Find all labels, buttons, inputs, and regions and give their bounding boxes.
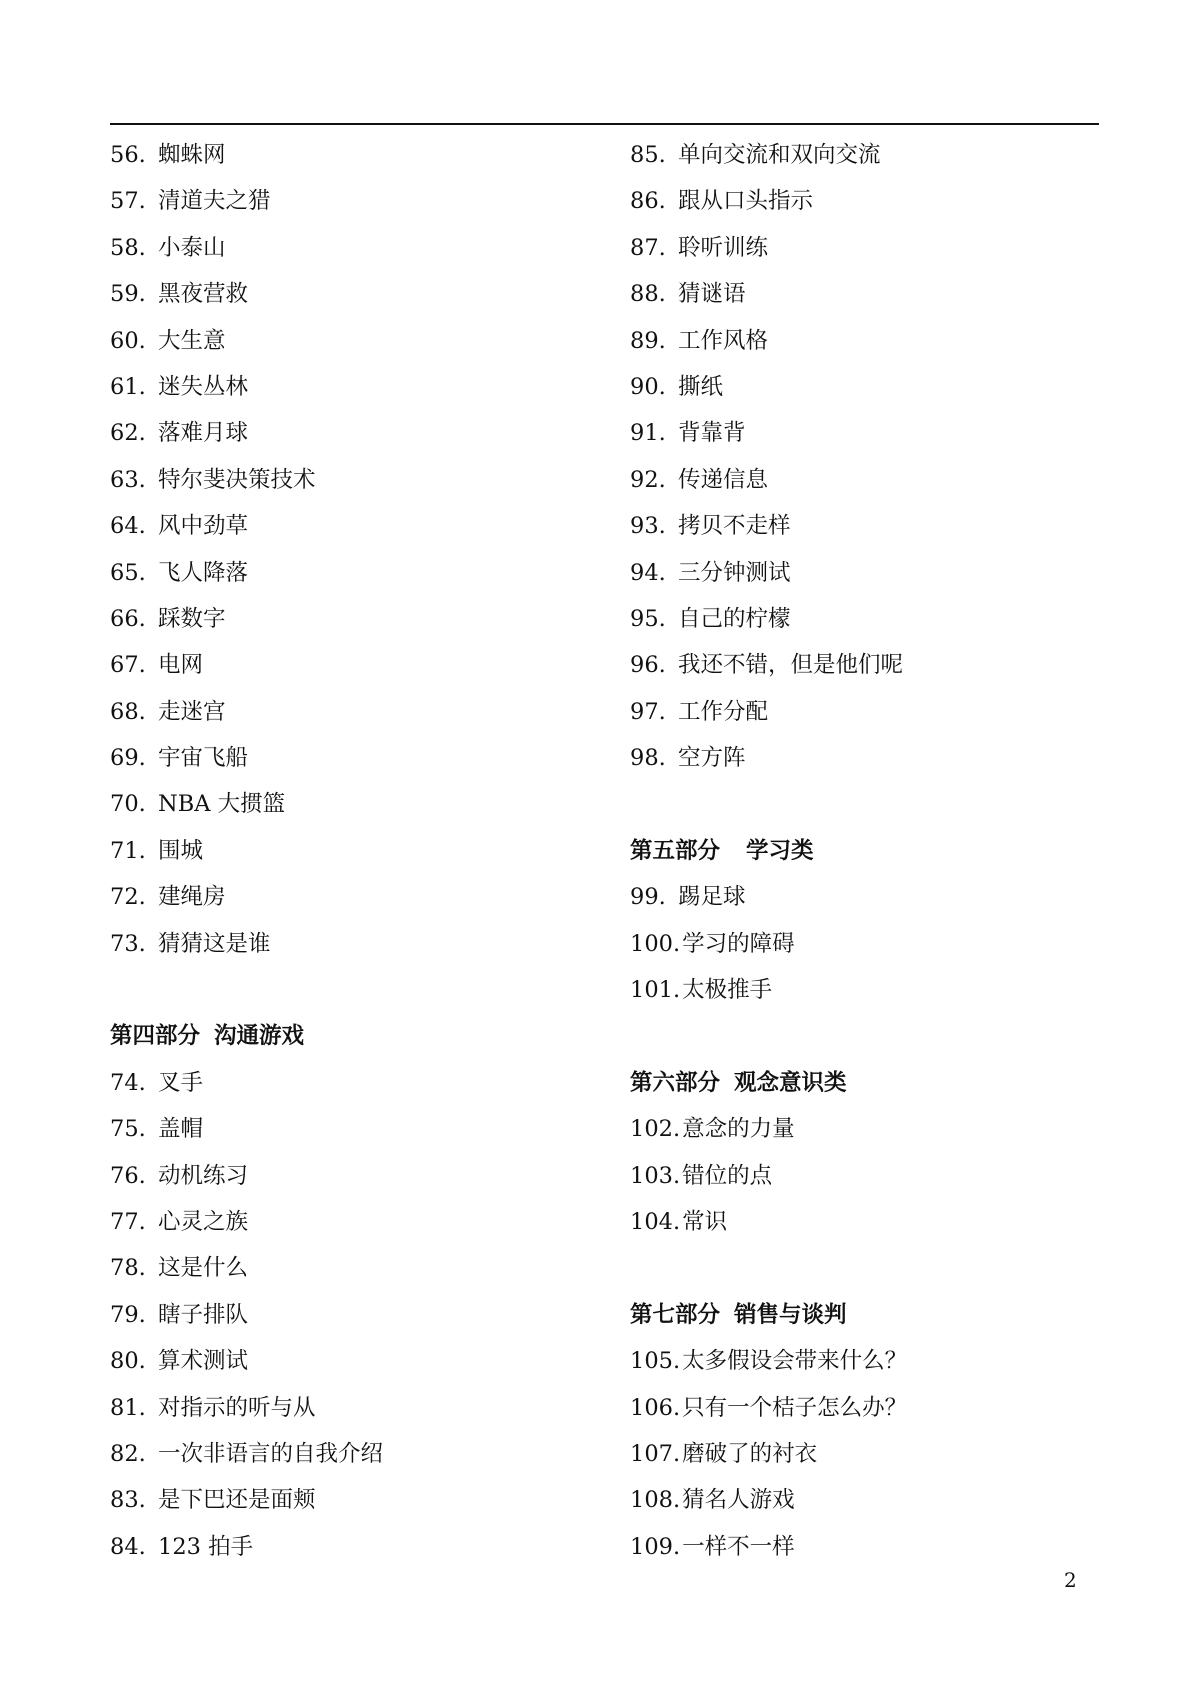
item-title: 走迷宫 (158, 698, 226, 725)
list-item (630, 1431, 1110, 1477)
item-title: 踩数字 (158, 605, 226, 632)
list-item (630, 874, 1110, 920)
item-title: 撕纸 (678, 373, 724, 400)
item-title: 落难月球 (158, 420, 249, 447)
item-title: 宇宙飞船 (158, 745, 249, 772)
item-title: 这是什么 (158, 1255, 249, 1282)
section-heading-6 (630, 1060, 1110, 1106)
list-item (630, 1153, 1110, 1199)
list-item (110, 132, 610, 178)
item-number: 85. (630, 142, 666, 168)
item-title: 我还不错，但是他们呢 (678, 652, 904, 679)
list-item (110, 410, 610, 456)
section-heading-5 (630, 828, 1110, 874)
list-item (630, 1106, 1110, 1152)
list-item (110, 689, 610, 735)
item-number: 69. (110, 745, 146, 772)
item-number: 100. (630, 930, 681, 957)
item-title: 踢足球 (678, 884, 746, 911)
item-number: 61. (110, 373, 146, 400)
item-number: 57. (110, 188, 146, 215)
item-number: 108. (630, 1487, 681, 1514)
section-title: 学习类 (746, 837, 814, 864)
list-item (630, 1338, 1110, 1384)
list-item (630, 1524, 1110, 1570)
item-number: 68. (110, 698, 146, 725)
page-number: 2 (1064, 1568, 1077, 1592)
item-number: 98. (630, 745, 666, 772)
list-item (110, 1199, 610, 1245)
list-item (110, 1338, 610, 1384)
list-item (630, 364, 1110, 410)
item-title: 拷贝不走样 (678, 513, 791, 540)
item-number: 103. (630, 1162, 681, 1189)
right-list-a (630, 132, 1110, 781)
list-item (110, 1245, 610, 1291)
list-item (630, 271, 1110, 317)
section-title: 销售与谈判 (734, 1301, 847, 1328)
item-title: 建绳房 (158, 884, 226, 911)
list-item (630, 735, 1110, 781)
item-number: 87. (630, 234, 666, 261)
section-gap (630, 1013, 1110, 1059)
list-item (110, 781, 610, 827)
item-number: 71. (110, 837, 146, 864)
list-item (110, 225, 610, 271)
list-item (630, 689, 1110, 735)
list-item (630, 967, 1110, 1013)
item-number: 60. (110, 327, 146, 354)
list-item (110, 735, 610, 781)
right-list-d (630, 1338, 1110, 1570)
list-item (630, 225, 1110, 271)
item-title: 大生意 (158, 327, 226, 354)
item-number: 90. (630, 373, 666, 400)
item-number: 66. (110, 605, 146, 632)
item-title: 只有一个桔子怎么办？ (682, 1394, 908, 1421)
item-title: 一样不一样 (682, 1533, 795, 1560)
item-title: 盖帽 (158, 1116, 204, 1143)
list-item (110, 318, 610, 364)
item-title: 动机练习 (158, 1162, 249, 1189)
list-item (630, 921, 1110, 967)
section-part-label: 第七部分 (630, 1301, 721, 1328)
list-item (630, 410, 1110, 456)
list-item (630, 550, 1110, 596)
list-item (630, 132, 1110, 178)
list-item (110, 1060, 610, 1106)
item-title: 心灵之族 (158, 1208, 249, 1235)
item-number: 75. (110, 1116, 146, 1143)
item-title: 常识 (682, 1208, 728, 1235)
list-item (630, 503, 1110, 549)
list-item (630, 596, 1110, 642)
item-title: 123 拍手 (158, 1533, 254, 1560)
item-number: 67. (110, 652, 146, 679)
section-gap (110, 967, 610, 1013)
list-item (110, 1477, 610, 1523)
item-number: 80. (110, 1348, 146, 1375)
item-title: 猜谜语 (678, 281, 746, 308)
list-item (110, 828, 610, 874)
item-title: 工作分配 (678, 698, 769, 725)
item-title: 太多假设会带来什么？ (682, 1348, 908, 1375)
item-number: 63. (110, 466, 146, 493)
section-heading-4 (110, 1013, 610, 1059)
item-number: 77. (110, 1208, 146, 1235)
list-item (110, 1106, 610, 1152)
header-rule (110, 123, 1099, 125)
list-item (110, 550, 610, 596)
section-gap (630, 781, 1110, 827)
item-title: 学习的障碍 (682, 930, 795, 957)
item-title: 一次非语言的自我介绍 (158, 1440, 384, 1467)
list-item (110, 1292, 610, 1338)
item-title: 三分钟测试 (678, 559, 791, 586)
item-number: 59. (110, 281, 146, 308)
item-number: 56. (110, 142, 146, 168)
list-item (110, 1385, 610, 1431)
item-title: 迷失丛林 (158, 373, 249, 400)
item-title: 跟从口头指示 (678, 188, 814, 215)
list-item (630, 642, 1110, 688)
item-number: 82. (110, 1440, 146, 1467)
list-item (110, 178, 610, 224)
item-title: 特尔斐决策技术 (158, 466, 316, 493)
item-title: 清道夫之猎 (158, 188, 271, 215)
item-title: 围城 (158, 837, 204, 864)
item-title: 背靠背 (678, 420, 746, 447)
item-number: 64. (110, 513, 146, 540)
list-item (110, 503, 610, 549)
item-number: 72. (110, 884, 146, 911)
item-title: 空方阵 (678, 745, 746, 772)
item-number: 88. (630, 281, 666, 308)
item-title: 飞人降落 (158, 559, 249, 586)
list-item (630, 178, 1110, 224)
item-title: 错位的点 (682, 1162, 773, 1189)
item-number: 74. (110, 1069, 146, 1096)
right-list-c (630, 1106, 1110, 1245)
item-number: 99. (630, 884, 666, 911)
section-gap (630, 1245, 1110, 1291)
item-title: 叉手 (158, 1069, 204, 1096)
item-title: 聆听训练 (678, 234, 769, 261)
list-item (630, 1199, 1110, 1245)
list-item (110, 874, 610, 920)
item-number: 83. (110, 1487, 146, 1514)
item-title: 猜猜这是谁 (158, 930, 271, 957)
item-number: 91. (630, 420, 666, 447)
list-item (110, 642, 610, 688)
section-part-label: 第四部分 (110, 1023, 201, 1050)
item-number: 95. (630, 605, 666, 632)
item-number: 102. (630, 1116, 681, 1143)
item-number: 76. (110, 1162, 146, 1189)
section-title: 观念意识类 (734, 1069, 847, 1096)
list-item (110, 1431, 610, 1477)
item-title: 自己的柠檬 (678, 605, 791, 632)
item-number: 109. (630, 1533, 681, 1560)
item-number: 86. (630, 188, 666, 215)
item-title: 传递信息 (678, 466, 769, 493)
item-number: 93. (630, 513, 666, 540)
item-number: 104. (630, 1208, 681, 1235)
list-item (110, 921, 610, 967)
list-item (630, 1477, 1110, 1523)
item-number: 73. (110, 930, 146, 957)
item-title: 工作风格 (678, 327, 769, 354)
list-item (110, 1524, 610, 1570)
item-number: 79. (110, 1301, 146, 1328)
section-title: 沟通游戏 (214, 1023, 305, 1050)
list-item (110, 364, 610, 410)
list-item (630, 457, 1110, 503)
section-heading-7 (630, 1292, 1110, 1338)
item-title: 单向交流和双向交流 (678, 142, 881, 168)
item-title: 风中劲草 (158, 513, 249, 540)
item-number: 107. (630, 1440, 681, 1467)
item-title: 是下巴还是面颊 (158, 1487, 316, 1514)
left-list-b (110, 1060, 610, 1570)
list-item (110, 271, 610, 317)
item-number: 89. (630, 327, 666, 354)
item-title: 瞎子排队 (158, 1301, 249, 1328)
section-part-label: 第六部分 (630, 1069, 721, 1096)
section-part-label: 第五部分 (630, 837, 721, 864)
item-title: 对指示的听与从 (158, 1394, 316, 1421)
item-number: 97. (630, 698, 666, 725)
item-number: 105. (630, 1348, 681, 1375)
list-item (630, 1385, 1110, 1431)
item-number: 78. (110, 1255, 146, 1282)
list-item (110, 1153, 610, 1199)
item-number: 96. (630, 652, 666, 679)
list-item (630, 318, 1110, 364)
item-number: 65. (110, 559, 146, 586)
list-item (110, 457, 610, 503)
item-number: 84. (110, 1533, 146, 1560)
item-title: 意念的力量 (682, 1116, 795, 1143)
item-number: 106. (630, 1394, 681, 1421)
item-title: 电网 (158, 652, 204, 679)
item-title: 黑夜营救 (158, 281, 249, 308)
right-list-b (630, 874, 1110, 1013)
item-title: NBA 大掼篮 (158, 791, 286, 818)
item-title: 蜘蛛网 (158, 142, 226, 168)
left-list-a (110, 132, 610, 967)
item-number: 92. (630, 466, 666, 493)
list-item (110, 596, 610, 642)
item-number: 58. (110, 234, 146, 261)
right-column (630, 132, 1110, 1570)
item-number: 62. (110, 420, 146, 447)
item-title: 太极推手 (682, 977, 773, 1004)
item-title: 磨破了的衬衣 (682, 1440, 818, 1467)
item-number: 94. (630, 559, 666, 586)
item-number: 70. (110, 791, 146, 818)
item-title: 小泰山 (158, 234, 226, 261)
item-number: 101. (630, 977, 681, 1004)
item-number: 81. (110, 1394, 146, 1421)
left-column (110, 132, 610, 1570)
item-title: 算术测试 (158, 1348, 249, 1375)
item-title: 猜名人游戏 (682, 1487, 795, 1514)
